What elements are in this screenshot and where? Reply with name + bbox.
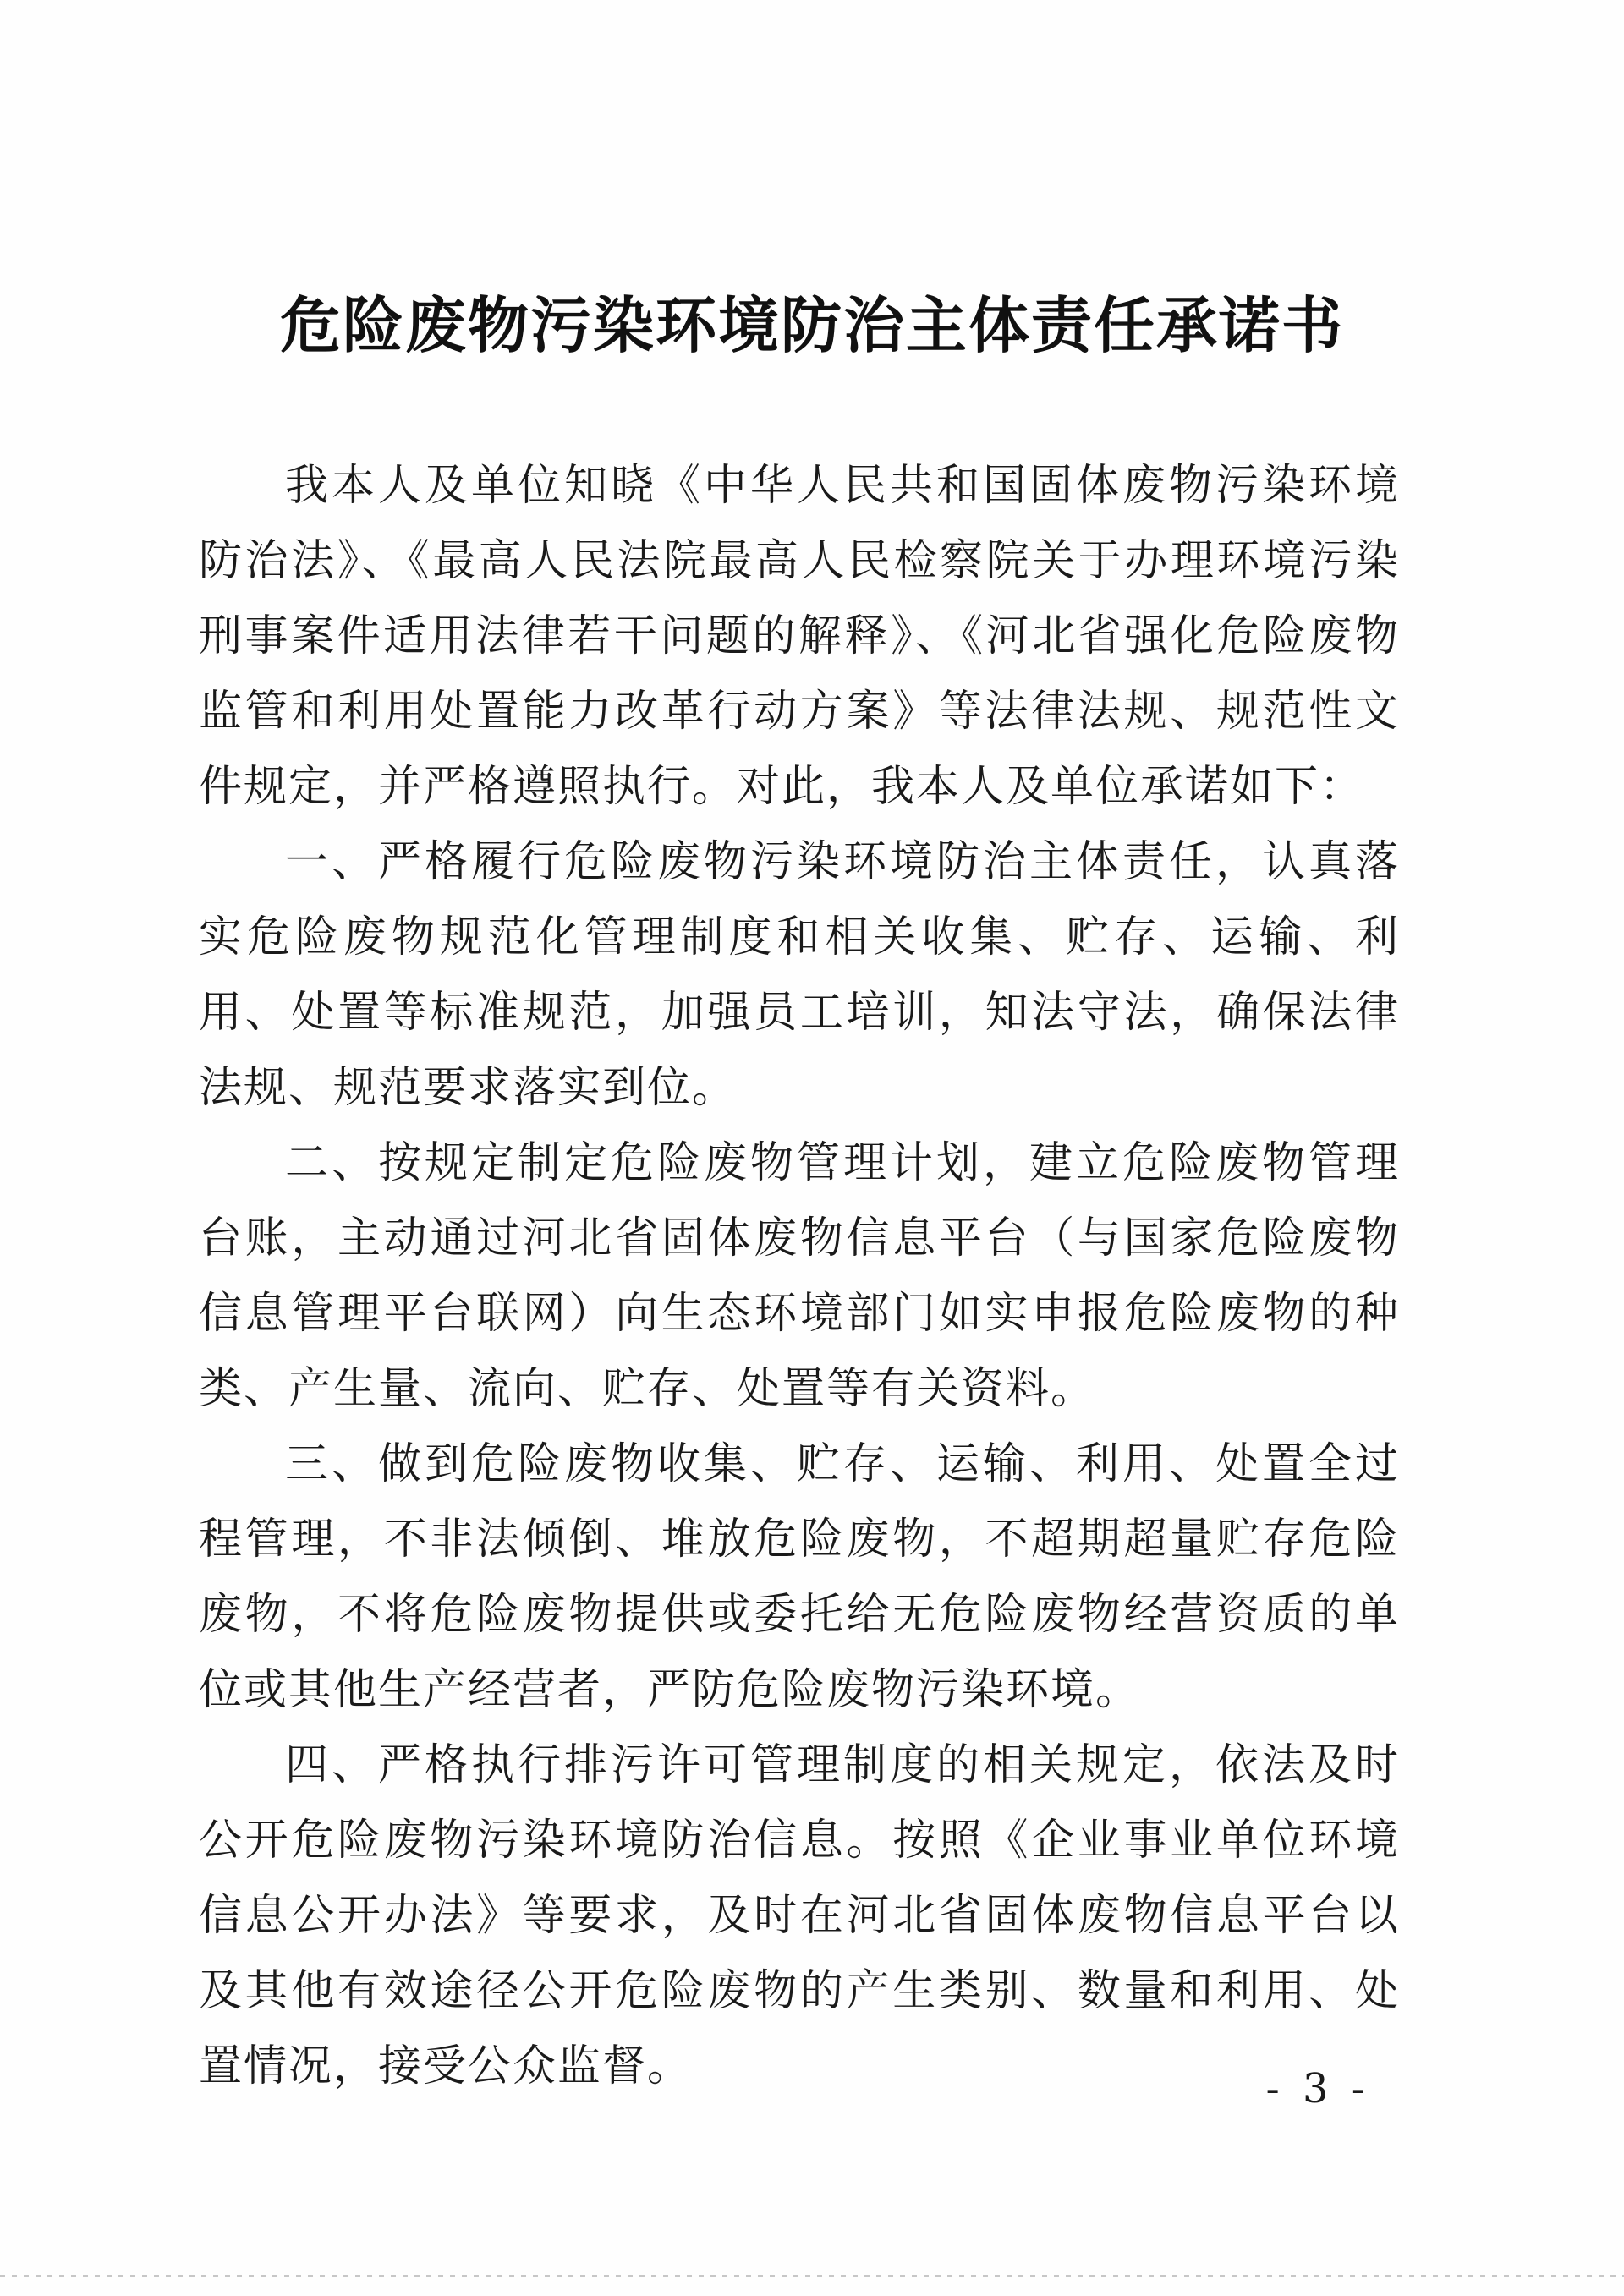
paragraph-item-1: 一、严格履行危险废物污染环境防治主体责任，认真落实危险废物规范化管理制度和相关收集、贮存、运输、利用、处置等标准规范，加强员工培训，知法守法，确保法律法规、规范要求落实到位。 <box>199 837 1400 1113</box>
document-title: 危险废物污染环境防治主体责任承诺书 <box>279 289 1344 361</box>
paragraph-item-3: 三、做到危险废物收集、贮存、运输、利用、处置全过程管理，不非法倾倒、堆放危险废物，不超期超量贮存危险废物，不将危险废物提供或委托给无危险废物经营资质的单位或其他生产经营者，严防危险废物污染环境。 <box>199 1439 1400 1715</box>
paragraph-intro: 我本人及单位知晓《中华人民共和国固体废物污染环境防治法》、《最高人民法院最高人民检察院关于办理环境污染刑事案件适用法律若干问题的解释》、《河北省强化危险废物监管和利用处置能力改革行动方案》等法律法规、规范性文件规定，并严格遵照执行。对此，我本人及单位承诺如下： <box>199 461 1400 812</box>
page-number: - 3 - <box>1265 2065 1370 2112</box>
scan-edge-divider <box>0 2275 1624 2277</box>
document-body <box>199 448 1400 2104</box>
paragraph-item-2: 二、按规定制定危险废物管理计划，建立危险废物管理台账，主动通过河北省固体废物信息平台（与国家危险废物信息管理平台联网）向生态环境部门如实申报危险废物的种类、产生量、流向、贮存、处置等有关资料。 <box>199 1138 1400 1414</box>
paragraph-item-4: 四、严格执行排污许可管理制度的相关规定，依法及时公开危险废物污染环境防治信息。按照《企业事业单位环境信息公开办法》等要求，及时在河北省固体废物信息平台以及其他有效途径公开危险废物的产生类别、数量和利用、处置情况，接受公众监督。 <box>199 1740 1400 2091</box>
